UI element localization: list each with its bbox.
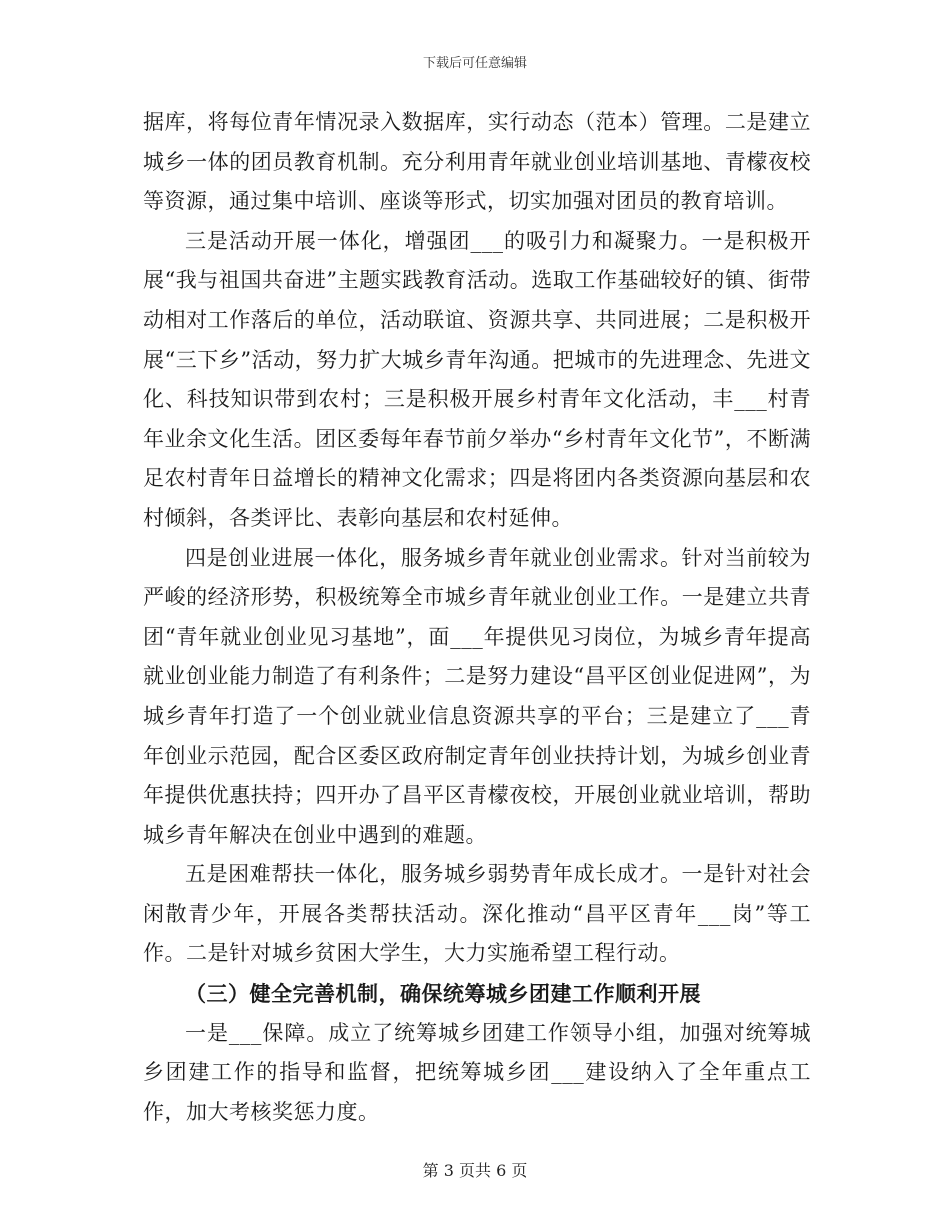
paragraph-guarantee: 一是___保障。成立了统筹城乡团建工作领导小组，加强对统筹城乡团建工作的指导和监督，把统筹城乡团___建设纳入了全年重点工作，加大考核奖惩力度。 [143,1020,811,1124]
paragraph-entrepreneurship: 四是创业进展一体化，服务城乡青年就业创业需求。针对当前较为严峻的经济形势，积极统筹全市城乡青年就业创业工作。一是建立共青团“青年就业创业见习基地”，面___年提供见习岗位，为城乡青年提高就业创业能力制造了有利条件；二是努力建设“昌平区创业促进网”，为城乡青年打造了一个创业就业信息资源共享的平台；三是建立了___青年创业示范园，配合区委区政府制定青年创业扶持计划，为城乡创业青年提供优惠扶持；四开办了昌平区青檬夜校，开展创业就业培训，帮助城乡青年解决在创业中遇到的难题。 [143,545,811,847]
section-heading: （三）健全完善机制，确保统筹城乡团建工作顺利开展 [185,981,701,1007]
paragraph-continuation: 据库，将每位青年情况录入数据库，实行动态（范本）管理。二是建立城乡一体的团员教育机制。充分利用青年就业创业培训基地、青檬夜校等资源，通过集中培训、座谈等形式，切实加强对团员的教育培训。 [143,110,811,214]
document-body [143,103,811,1132]
page-number: 第 3 页共 6 页 [422,1161,528,1180]
paragraph-activities: 三是活动开展一体化，增强团___的吸引力和凝聚力。一是积极开展“我与祖国共奋进”主题实践教育活动。选取工作基础较好的镇、街带动相对工作落后的单位，活动联谊、资源共享、共同进展；二是积极开展“三下乡”活动，努力扩大城乡青年沟通。把城市的先进理念、先进文化、科技知识带到农村；三是积极开展乡村青年文化活动，丰___村青年业余文化生活。团区委每年春节前夕举办“乡村青年文化节”，不断满足农村青年日益增长的精神文化需求；四是将团内各类资源向基层和农村倾斜，各类评比、表彰向基层和农村延伸。 [143,228,811,530]
paragraph-assistance: 五是困难帮扶一体化，服务城乡弱势青年成长成才。一是针对社会闲散青少年，开展各类帮扶活动。深化推动“昌平区青年___岗”等工作。二是针对城乡贫困大学生，大力实施希望工程行动。 [143,862,811,966]
page-header: 下载后可任意编辑 [422,56,527,71]
